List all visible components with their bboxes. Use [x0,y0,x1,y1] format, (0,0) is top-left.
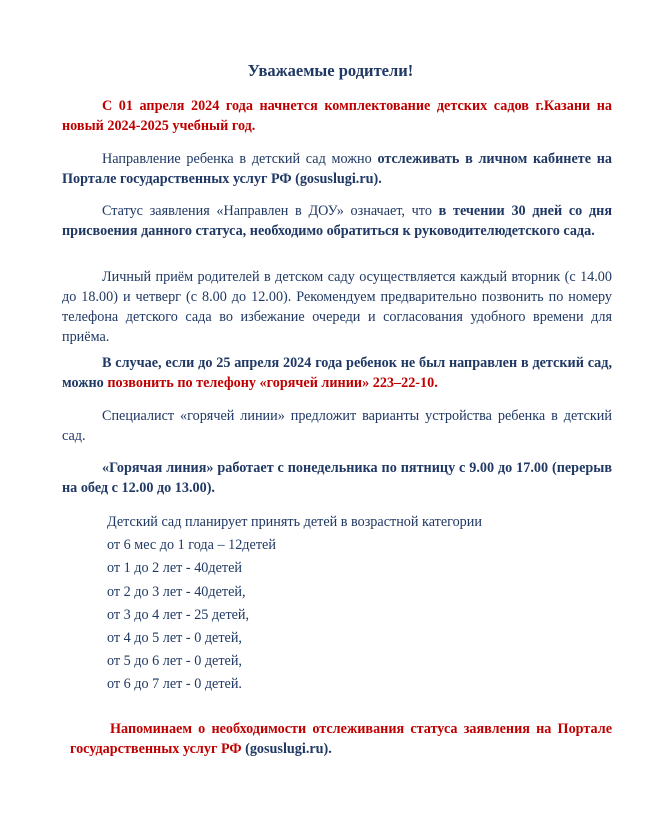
age-list-item: от 5 до 6 лет - 0 детей, [107,653,242,670]
age-category-list [107,511,482,697]
reminder-url-text: (gosuslugi.ru). [241,741,332,757]
age-list-item: от 1 до 2 лет - 40детей [107,560,242,577]
admission-start-text: С 01 апреля 2024 года начнется комплектование детских садов г.Казани на новый 2024-2025 учебный год. [62,98,612,134]
status-bold-text: в течении 30 дней со дня присвоения данного статуса, необходимо обратиться к руководителюдетского сада. [62,203,612,239]
age-list-intro: Детский сад планирует принять детей в возрастной категории [107,514,482,530]
reception-text: Личный приём родителей в детском саду осуществляется каждый вторник (с 14.00 до 18.00) и четверг (с 8.00 до 12.00). Рекомендуем предварительно позвонить по номеру телефона детского сада во избежание очереди и согласования удобного времени для приёма. [62,269,612,345]
paragraph-admission-start [62,96,612,136]
status-text: Статус заявления «Направлен в ДОУ» означает, что [102,203,439,219]
paragraph-hotline-call [62,353,612,393]
age-list-item: от 2 до 3 лет - 40детей, [107,583,246,600]
age-list-item: от 6 до 7 лет - 0 детей. [107,676,242,693]
specialist-text: Специалист «горячей линии» предложит варианты устройства ребенка в детский сад. [62,408,612,444]
paragraph-reminder [70,719,612,759]
paragraph-specialist [62,406,612,446]
hotline-phone-text: позвонить по телефону «горячей линии» 223–22-10. [107,375,438,391]
hotline-hours-text: «Горячая линия» работает с понедельника по пятницу с 9.00 до 17.00 (перерыв на обед с 12.00 до 13.00). [62,460,612,496]
age-list-item: от 6 мес до 1 года – 12детей [107,537,276,554]
tracking-bold-text: отслеживать в личном кабинете на Портале государственных услуг РФ (gosuslugi.ru). [62,151,612,187]
reminder-text: Напоминаем о необходимости отслеживания статуса заявления на Портале государственных услуг РФ [70,721,612,757]
tracking-text: Направление ребенка в детский сад можно [102,151,378,167]
page-title: Уважаемые родители! [247,61,414,80]
paragraph-hotline-hours [62,458,612,498]
paragraph-reception [62,267,612,347]
age-list-item: от 4 до 5 лет - 0 детей, [107,630,242,647]
hotline-call-text: В случае, если до 25 апреля 2024 года ребенок не был направлен в детский сад, можно [62,355,612,391]
paragraph-status [62,201,612,241]
age-list-item: от 3 до 4 лет - 25 детей, [107,606,250,623]
paragraph-tracking [62,149,612,189]
